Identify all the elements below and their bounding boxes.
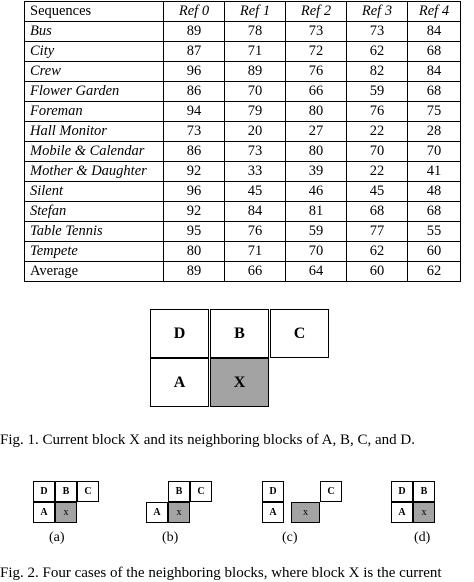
- block-b: B: [210, 309, 269, 358]
- case-a-label: (a): [49, 530, 65, 545]
- case-a-block-x: x: [55, 502, 77, 523]
- ref0-value: 89: [164, 22, 225, 42]
- ref2-value: 70: [286, 242, 347, 262]
- ref4-value: 84: [408, 22, 461, 42]
- table-row: [25, 102, 461, 122]
- ref4-value: 68: [408, 82, 461, 102]
- table-row: [25, 62, 461, 82]
- header-ref3: Ref 3: [347, 2, 408, 22]
- figure-2-caption: Fig. 2. Four cases of the neighboring blocks, where block X is the current: [0, 565, 442, 581]
- case-d-block-d: D: [391, 481, 413, 502]
- ref1-value: 70: [225, 82, 286, 102]
- header-sequences: Sequences: [25, 2, 164, 22]
- ref1-value: 71: [225, 242, 286, 262]
- case-a-block-c: C: [77, 481, 99, 502]
- results-table: [24, 1, 461, 282]
- ref1-value: 79: [225, 102, 286, 122]
- ref0-value: 92: [164, 202, 225, 222]
- table-row: [25, 122, 461, 142]
- case-c-label: (c): [282, 530, 298, 545]
- ref3-value: 76: [347, 102, 408, 122]
- figure-1-diagram: [150, 309, 329, 407]
- ref1-value: 78: [225, 22, 286, 42]
- table-row: [25, 162, 461, 182]
- ref0-value: 86: [164, 82, 225, 102]
- sequence-name: Silent: [25, 182, 164, 202]
- ref0-value: 95: [164, 222, 225, 242]
- case-a-block-d: D: [33, 481, 55, 502]
- ref4-value: 48: [408, 182, 461, 202]
- sequence-name: Bus: [25, 22, 164, 42]
- header-ref4: Ref 4: [408, 2, 461, 22]
- ref4-value: 55: [408, 222, 461, 242]
- block-c: C: [270, 309, 329, 358]
- table-row: [25, 142, 461, 162]
- case-c-block-a: A: [262, 502, 284, 523]
- sequence-name: Flower Garden: [25, 82, 164, 102]
- sequence-name: Stefan: [25, 202, 164, 222]
- ref0-value: 96: [164, 182, 225, 202]
- ref0-value: 87: [164, 42, 225, 62]
- sequence-name: Table Tennis: [25, 222, 164, 242]
- ref1-value: 73: [225, 142, 286, 162]
- ref3-value: 62: [347, 242, 408, 262]
- ref0-value: 80: [164, 242, 225, 262]
- case-a-block-a: A: [33, 502, 55, 523]
- case-a-block-b: B: [55, 481, 77, 502]
- ref2-value: 80: [286, 142, 347, 162]
- sequence-name: Tempete: [25, 242, 164, 262]
- case-d-block-x: x: [413, 502, 435, 523]
- ref2-value: 46: [286, 182, 347, 202]
- ref2-value: 76: [286, 62, 347, 82]
- case-c-block-d: D: [262, 481, 284, 502]
- ref1-value: 71: [225, 42, 286, 62]
- ref3-value: 22: [347, 122, 408, 142]
- case-b-block-x: x: [168, 502, 190, 523]
- header-ref0: Ref 0: [164, 2, 225, 22]
- sequence-name: Mother & Daughter: [25, 162, 164, 182]
- table-row: [25, 222, 461, 242]
- ref0-value: 89: [164, 262, 225, 282]
- ref2-value: 73: [286, 22, 347, 42]
- sequence-name: City: [25, 42, 164, 62]
- case-d-block-b: B: [413, 481, 435, 502]
- case-b-block-c: C: [190, 481, 212, 502]
- block-d: D: [150, 309, 209, 358]
- block-x-current: X: [210, 358, 269, 407]
- ref2-value: 72: [286, 42, 347, 62]
- ref2-value: 66: [286, 82, 347, 102]
- table-row: [25, 42, 461, 62]
- ref1-value: 89: [225, 62, 286, 82]
- ref4-value: 84: [408, 62, 461, 82]
- ref4-value: 68: [408, 42, 461, 62]
- table-header-row: [25, 2, 461, 22]
- ref0-value: 92: [164, 162, 225, 182]
- case-c-block-c: C: [320, 481, 342, 502]
- case-d-block-a: A: [391, 502, 413, 523]
- case-d-label: (d): [414, 530, 431, 545]
- table-row: [25, 182, 461, 202]
- ref0-value: 96: [164, 62, 225, 82]
- ref0-value: 94: [164, 102, 225, 122]
- ref4-value: 62: [408, 262, 461, 282]
- sequence-name: Foreman: [25, 102, 164, 122]
- ref3-value: 73: [347, 22, 408, 42]
- ref2-value: 80: [286, 102, 347, 122]
- ref3-value: 22: [347, 162, 408, 182]
- case-b-block-a: A: [146, 502, 168, 523]
- ref4-value: 28: [408, 122, 461, 142]
- ref3-value: 62: [347, 42, 408, 62]
- ref3-value: 59: [347, 82, 408, 102]
- ref1-value: 76: [225, 222, 286, 242]
- ref3-value: 77: [347, 222, 408, 242]
- ref4-value: 70: [408, 142, 461, 162]
- ref1-value: 33: [225, 162, 286, 182]
- header-ref2: Ref 2: [286, 2, 347, 22]
- ref3-value: 45: [347, 182, 408, 202]
- ref4-value: 75: [408, 102, 461, 122]
- ref0-value: 73: [164, 122, 225, 142]
- sequence-name: Hall Monitor: [25, 122, 164, 142]
- ref3-value: 82: [347, 62, 408, 82]
- ref1-value: 84: [225, 202, 286, 222]
- table-row: [25, 22, 461, 42]
- figure-1-caption: Fig. 1. Current block X and its neighboring blocks of A, B, C, and D.: [0, 432, 415, 448]
- ref0-value: 86: [164, 142, 225, 162]
- table-row: [25, 82, 461, 102]
- ref4-value: 41: [408, 162, 461, 182]
- ref1-value: 20: [225, 122, 286, 142]
- ref2-value: 64: [286, 262, 347, 282]
- ref1-value: 66: [225, 262, 286, 282]
- ref2-value: 27: [286, 122, 347, 142]
- ref4-value: 60: [408, 242, 461, 262]
- case-b-block-b: B: [168, 481, 190, 502]
- ref4-value: 68: [408, 202, 461, 222]
- table-row: [25, 262, 461, 282]
- sequence-name: Mobile & Calendar: [25, 142, 164, 162]
- table-row: [25, 202, 461, 222]
- ref3-value: 60: [347, 262, 408, 282]
- ref2-value: 81: [286, 202, 347, 222]
- sequence-name: Average: [25, 262, 164, 282]
- header-ref1: Ref 1: [225, 2, 286, 22]
- sequence-name: Crew: [25, 62, 164, 82]
- block-a: A: [150, 358, 209, 407]
- ref2-value: 59: [286, 222, 347, 242]
- table-body: [25, 22, 461, 282]
- case-b-label: (b): [162, 530, 179, 545]
- table-row: [25, 242, 461, 262]
- ref3-value: 70: [347, 142, 408, 162]
- case-c-block-x: x: [291, 502, 320, 523]
- ref2-value: 39: [286, 162, 347, 182]
- ref1-value: 45: [225, 182, 286, 202]
- ref3-value: 68: [347, 202, 408, 222]
